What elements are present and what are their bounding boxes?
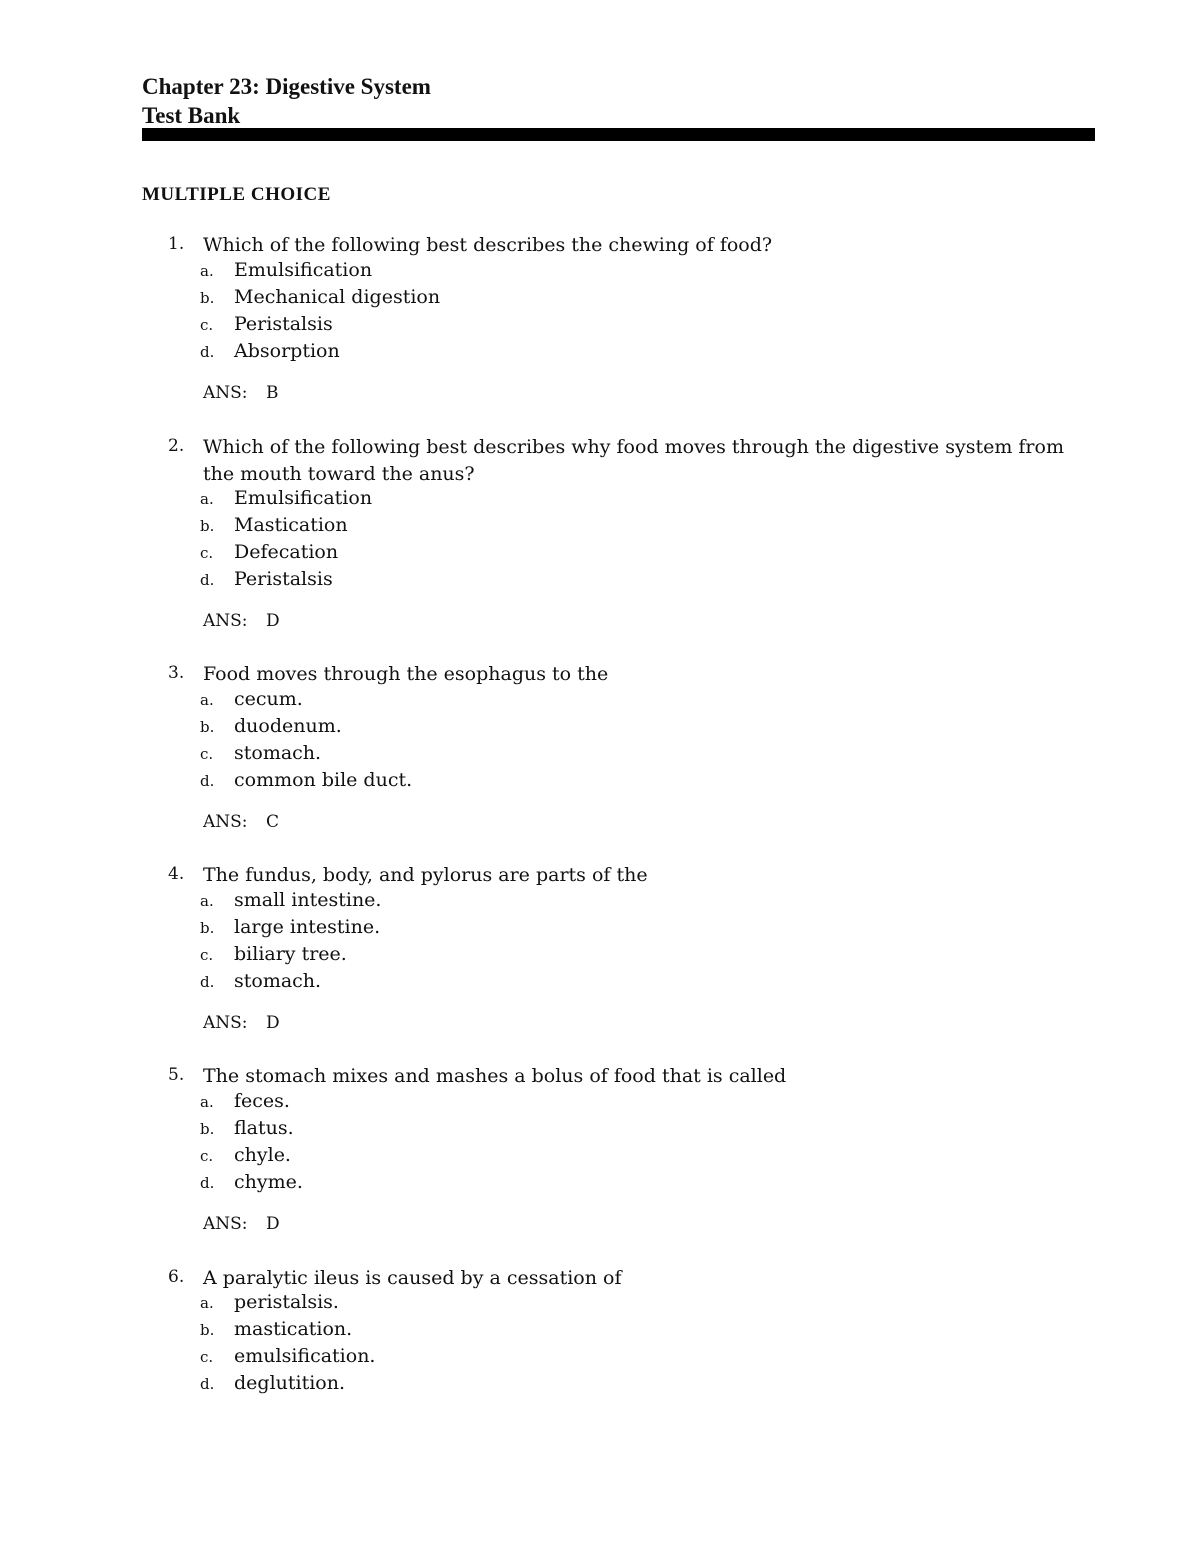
- answer-label: ANS:: [203, 383, 248, 403]
- option-letter: d.: [200, 973, 215, 991]
- option-letter: b.: [200, 718, 215, 736]
- option-text: Emulsification: [234, 487, 373, 509]
- title-divider: [142, 128, 1095, 141]
- option-letter: b.: [200, 517, 215, 535]
- page-title: Chapter 23: Digestive System: [142, 74, 431, 99]
- answer-option: [0, 1171, 1200, 1198]
- answer-option: [0, 970, 1200, 997]
- option-letter: d.: [200, 571, 215, 589]
- answer-value: C: [266, 812, 280, 832]
- answer-option: [0, 1372, 1200, 1399]
- option-text: chyle.: [234, 1144, 291, 1166]
- answer-value: D: [266, 1013, 280, 1033]
- option-letter: d.: [200, 1375, 215, 1393]
- option-letter: c.: [200, 1147, 214, 1165]
- answer-label: ANS:: [203, 611, 248, 631]
- answer-key: [203, 383, 279, 403]
- option-letter: b.: [200, 1120, 215, 1138]
- answer-option: [0, 916, 1200, 943]
- answer-option: [0, 715, 1200, 742]
- answer-value: D: [266, 1214, 280, 1234]
- question-number: 2.: [168, 436, 185, 456]
- question-text: The stomach mixes and mashes a bolus of food that is called: [203, 1065, 787, 1087]
- option-text: chyme.: [234, 1171, 303, 1193]
- option-text: stomach.: [234, 970, 322, 992]
- option-letter: b.: [200, 289, 215, 307]
- option-letter: a.: [200, 262, 214, 280]
- question-text: A paralytic ileus is caused by a cessation of: [203, 1267, 622, 1289]
- option-letter: a.: [200, 1093, 214, 1111]
- option-text: peristalsis.: [234, 1291, 339, 1313]
- answer-option: [0, 1291, 1200, 1318]
- answer-option: [0, 487, 1200, 514]
- answer-key: [203, 611, 280, 631]
- option-letter: a.: [200, 892, 214, 910]
- option-text: Defecation: [234, 541, 339, 563]
- option-text: Mastication: [234, 514, 348, 536]
- page-subtitle: Test Bank: [142, 103, 241, 128]
- question-number: 1.: [168, 234, 185, 254]
- option-letter: c.: [200, 946, 214, 964]
- option-text: feces.: [234, 1090, 290, 1112]
- answer-option: [0, 1144, 1200, 1171]
- question-number: 6.: [168, 1267, 185, 1287]
- option-letter: d.: [200, 772, 215, 790]
- question-text: The fundus, body, and pylorus are parts of the: [203, 864, 648, 886]
- question-text: Food moves through the esophagus to the: [203, 663, 609, 685]
- answer-option: [0, 286, 1200, 313]
- option-text: small intestine.: [234, 889, 382, 911]
- option-letter: b.: [200, 919, 215, 937]
- answer-label: ANS:: [203, 812, 248, 832]
- answer-label: ANS:: [203, 1013, 248, 1033]
- answer-option: [0, 1090, 1200, 1117]
- answer-option: [0, 568, 1200, 595]
- option-text: Peristalsis: [234, 568, 333, 590]
- answer-value: D: [266, 611, 280, 631]
- answer-option: [0, 742, 1200, 769]
- answer-option: [0, 1117, 1200, 1144]
- answer-option: [0, 259, 1200, 286]
- option-text: emulsification.: [234, 1345, 376, 1367]
- option-letter: a.: [200, 691, 214, 709]
- question-number: 3.: [168, 663, 185, 683]
- answer-label: ANS:: [203, 1214, 248, 1234]
- option-text: common bile duct.: [234, 769, 413, 791]
- question-text: Which of the following best describes the chewing of food?: [203, 234, 773, 256]
- answer-option: [0, 943, 1200, 970]
- option-text: flatus.: [234, 1117, 294, 1139]
- answer-key: [203, 1214, 280, 1234]
- question-number: 4.: [168, 864, 185, 884]
- option-text: Emulsification: [234, 259, 373, 281]
- answer-key: [203, 812, 279, 832]
- option-letter: d.: [200, 343, 215, 361]
- answer-option: [0, 340, 1200, 367]
- option-text: Peristalsis: [234, 313, 333, 335]
- option-letter: b.: [200, 1321, 215, 1339]
- option-letter: c.: [200, 745, 214, 763]
- option-text: Mechanical digestion: [234, 286, 441, 308]
- option-letter: c.: [200, 544, 214, 562]
- option-letter: c.: [200, 316, 214, 334]
- title-block: [142, 72, 431, 130]
- answer-option: [0, 1318, 1200, 1345]
- section-heading: MULTIPLE CHOICE: [142, 184, 331, 205]
- option-text: duodenum.: [234, 715, 342, 737]
- answer-value: B: [266, 383, 279, 403]
- option-text: stomach.: [234, 742, 322, 764]
- answer-option: [0, 514, 1200, 541]
- answer-key: [203, 1013, 280, 1033]
- option-letter: a.: [200, 1294, 214, 1312]
- answer-option: [0, 889, 1200, 916]
- option-text: biliary tree.: [234, 943, 347, 965]
- answer-option: [0, 541, 1200, 568]
- option-letter: a.: [200, 490, 214, 508]
- question-number: 5.: [168, 1065, 185, 1085]
- option-letter: c.: [200, 1348, 214, 1366]
- question-text: Which of the following best describes why food moves through the digestive system from the mouth toward the anus?: [203, 436, 1064, 485]
- answer-option: [0, 313, 1200, 340]
- answer-option: [0, 1345, 1200, 1372]
- answer-option: [0, 688, 1200, 715]
- option-text: deglutition.: [234, 1372, 346, 1394]
- option-text: large intestine.: [234, 916, 381, 938]
- option-letter: d.: [200, 1174, 215, 1192]
- answer-option: [0, 769, 1200, 796]
- option-text: cecum.: [234, 688, 303, 710]
- option-text: mastication.: [234, 1318, 353, 1340]
- option-text: Absorption: [234, 340, 340, 362]
